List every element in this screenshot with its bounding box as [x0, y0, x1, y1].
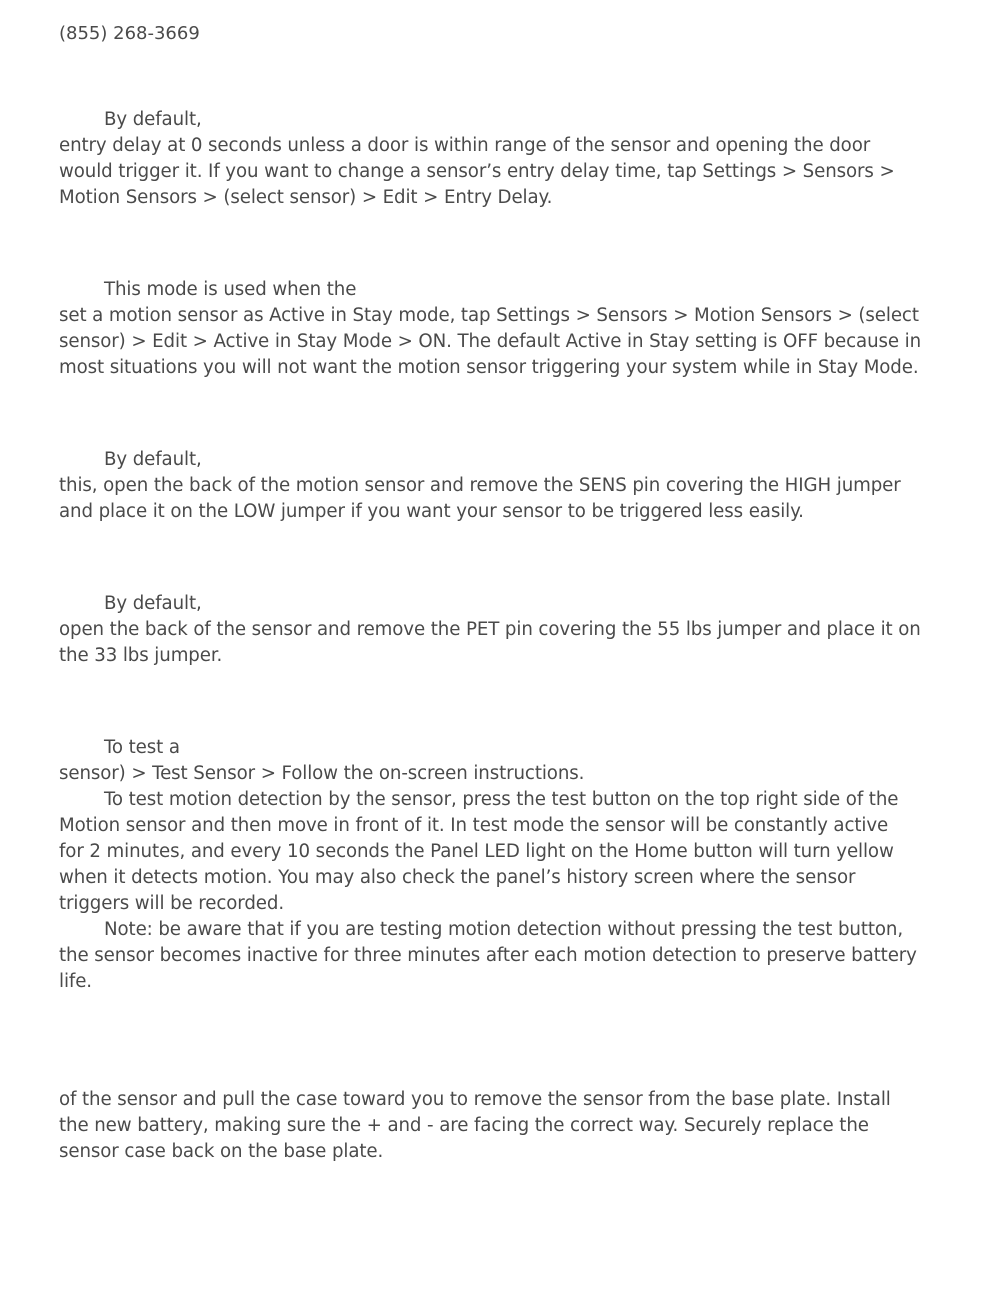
paragraph-line: the sensor becomes inactive for three minutes after each motion detection to preserve battery: [59, 945, 917, 966]
paragraph-line: this, open the back of the motion sensor and remove the SENS pin covering the HIGH jumper: [59, 475, 901, 496]
paragraph-line: when it detects motion. You may also check the panel’s history screen where the sensor: [59, 867, 856, 888]
paragraph-line: By default,: [104, 109, 202, 130]
testing-paragraph: [59, 735, 949, 995]
paragraph-line: the new battery, making sure the + and - are facing the correct way. Securely replace the: [59, 1115, 869, 1136]
paragraph-line: the 33 lbs jumper.: [59, 645, 223, 666]
paragraph-line: life.: [59, 971, 92, 992]
paragraph-line: entry delay at 0 seconds unless a door is within range of the sensor and opening the door: [59, 135, 871, 156]
paragraph-line: By default,: [104, 593, 202, 614]
paragraph-line: would trigger it. If you want to change a sensor’s entry delay time, tap Settings > Sensors >: [59, 161, 895, 182]
entry-delay-paragraph: [59, 107, 949, 211]
paragraph-line: By default,: [104, 449, 202, 470]
sensitivity-paragraph: [59, 447, 949, 525]
paragraph-line: for 2 minutes, and every 10 seconds the Panel LED light on the Home button will turn yellow: [59, 841, 894, 862]
paragraph-line: This mode is used when the: [104, 279, 357, 300]
paragraph-line: most situations you will not want the motion sensor triggering your system while in Stay Mode.: [59, 357, 919, 378]
paragraph-line: sensor case back on the base plate.: [59, 1141, 384, 1162]
paragraph-line: Motion Sensors > (select sensor) > Edit > Entry Delay.: [59, 187, 553, 208]
paragraph-line: triggers will be recorded.: [59, 893, 285, 914]
paragraph-line: sensor) > Test Sensor > Follow the on-screen instructions.: [59, 763, 585, 784]
paragraph-line: and place it on the LOW jumper if you want your sensor to be triggered less easily.: [59, 501, 804, 522]
paragraph-line: set a motion sensor as Active in Stay mode, tap Settings > Sensors > Motion Sensors > (select: [59, 305, 919, 326]
phone-number: (855) 268-3669: [59, 23, 200, 44]
battery-paragraph: [59, 1087, 949, 1165]
paragraph-line: To test a: [104, 737, 180, 758]
pet-immunity-paragraph: [59, 591, 949, 669]
paragraph-line: sensor) > Edit > Active in Stay Mode > ON. The default Active in Stay setting is OFF because in: [59, 331, 922, 352]
paragraph-line: Note: be aware that if you are testing motion detection without pressing the test button,: [104, 919, 904, 940]
paragraph-line: To test motion detection by the sensor, press the test button on the top right side of the: [104, 789, 899, 810]
active-in-stay-paragraph: [59, 277, 949, 381]
paragraph-line: of the sensor and pull the case toward you to remove the sensor from the base plate. Install: [59, 1089, 891, 1110]
paragraph-line: Motion sensor and then move in front of it. In test mode the sensor will be constantly active: [59, 815, 889, 836]
paragraph-line: open the back of the sensor and remove the PET pin covering the 55 lbs jumper and place it on: [59, 619, 921, 640]
